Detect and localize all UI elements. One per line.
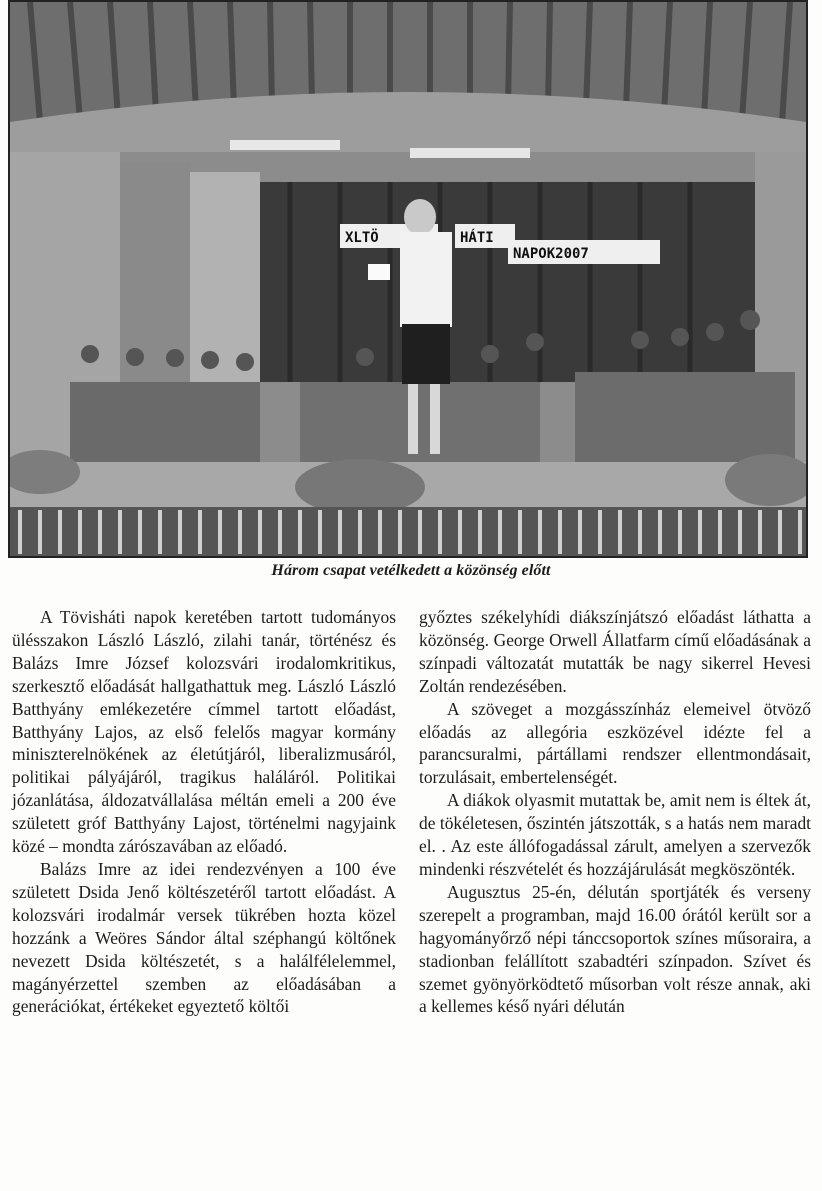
stage-photo bbox=[8, 0, 808, 558]
paragraph: Augusztus 25-én, délután sportjáték és verseny szerepelt a programban, majd 16.00 órától került sor a hagyományőrző népi tánccsoportok színes műsoraira, a stadionban felállított szabadtéri színpadon. Szívet és szemet gyönyörködtető műsorban volt része annak, aki a kellemes késő nyári délután bbox=[419, 881, 811, 1017]
article-column-left bbox=[12, 606, 396, 1018]
photo-caption: Három csapat vetélkedett a közönség előtt bbox=[271, 562, 551, 579]
team-table bbox=[300, 382, 540, 462]
banner-mid: HÁTI bbox=[460, 230, 494, 246]
paragraph: A Tövisháti napok keretében tartott tudományos ülésszakon László László, zilahi tanár, történész és Balázs Imre József kolozsvári irodalomkritikus, szerkesztő előadását hallgathattuk meg. László László Batthyány emlékezetére címmel tartott előadást, Batthyány Lajos, az első felelős magyar kormány miniszterelnökének az életútjáról, liberalizmusáról, politikai pályájáról, tragikus haláláról. Politikai józanlátása, áldozatvállalása méltán emeli a 200 éve született gróf Batthyány Lajost, történelmi nagyjaink közé – mondta zárószavában az előadó. bbox=[12, 607, 396, 857]
team-table bbox=[575, 372, 795, 462]
banner-left: XLTÖ bbox=[345, 230, 379, 246]
article-column-right bbox=[419, 606, 811, 1018]
team-table bbox=[70, 382, 260, 462]
paragraph: A diákok olyasmit mutattak be, amit nem is éltek át, de tökéletesen, őszintén játszották, s a hatás nem maradt el. . Az este állófogadással zárult, amelyen a szervezők mindenki részvételét és hozzájárulását megköszönték. bbox=[419, 790, 811, 879]
flower-arrangement bbox=[295, 459, 425, 515]
paragraph: győztes székelyhídi diákszínjátszó előadást láthatta a közönség. George Orwell Állatfarm című előadásának a színpadi változatát mutatták be nagy sikerrel Hevesi Zoltán rendezésében. bbox=[419, 607, 811, 696]
paragraph: A szöveget a mozgásszínház elemeivel ötvöző előadás az allegória eszközével idézte fel a parancsuralmi, pártállami rendszer ellentmondásait, torzulásait, embertelenségét. bbox=[419, 698, 811, 788]
banner-right: NAPOK2007 bbox=[513, 246, 589, 262]
stage-light bbox=[410, 148, 530, 158]
top-curtain bbox=[10, 2, 806, 152]
stage-light bbox=[230, 140, 340, 150]
paragraph: Balázs Imre az idei rendezvényen a 100 éve született Dsida Jenő költészetéről tartott előadást. A kolozsvári irodalmár versek tükrében hozta közel hozzánk a Weöres Sándor által széphangú költőnek nevezett Dsida költészetét, s a halálfélelemmel, magányérzettel szemben az előadásában a generációkat, értékeket egyeztető költői bbox=[12, 858, 396, 1017]
